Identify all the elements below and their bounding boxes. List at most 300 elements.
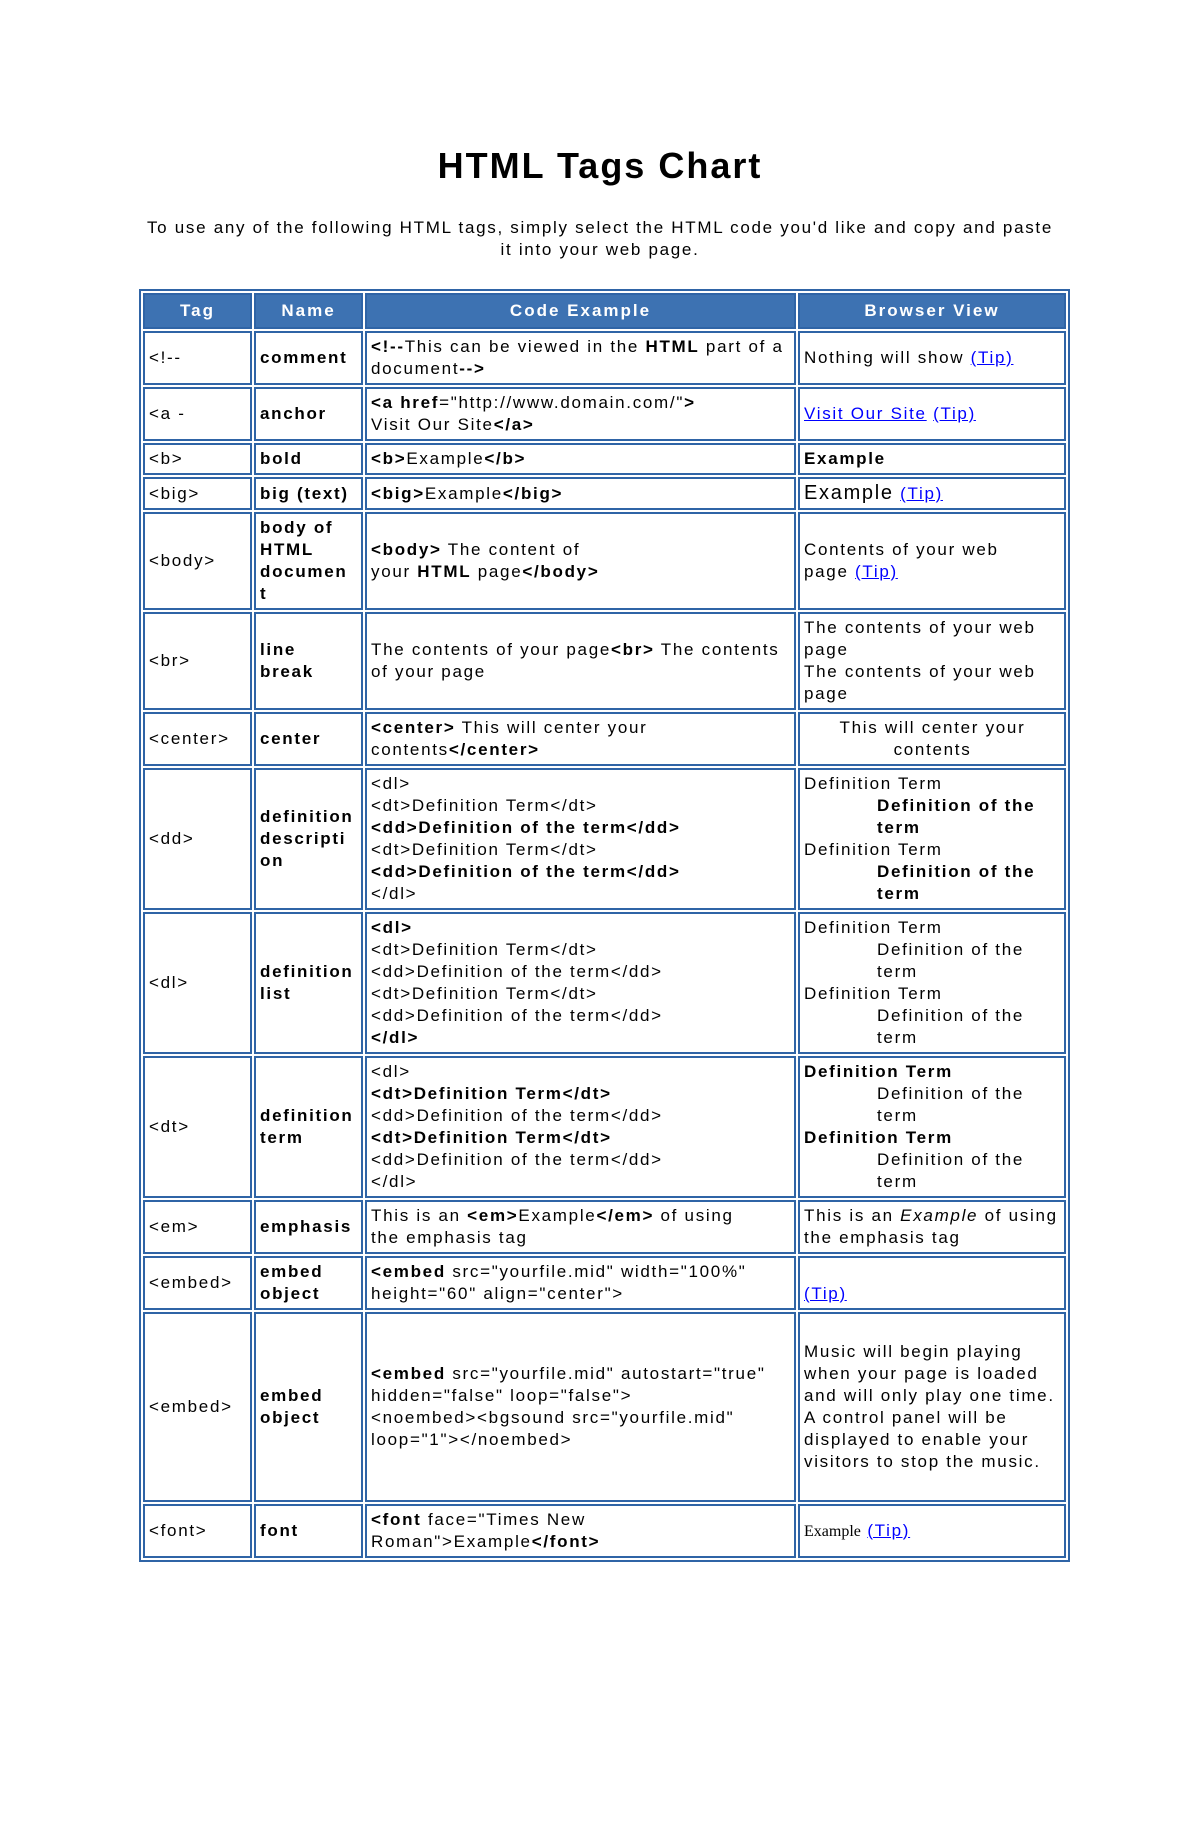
- text-run: This will center your: [455, 718, 648, 737]
- name-line: line: [260, 640, 297, 659]
- text-run: Roman">Example: [371, 1532, 532, 1551]
- text-line: [371, 336, 791, 358]
- definition-description-line: [804, 1005, 1061, 1027]
- table-row: [143, 912, 1066, 1054]
- tag-cell: [143, 512, 252, 610]
- text-run: <dt>Definition Term</dt>: [371, 840, 598, 859]
- definition-description-line: [804, 1105, 1061, 1127]
- text-run: <b>: [371, 449, 407, 468]
- text-run: term: [877, 1172, 918, 1191]
- tag-cell: [143, 612, 252, 710]
- text-run: </big>: [502, 483, 564, 503]
- browser-view-cell: [798, 443, 1066, 475]
- text-run: <embed: [371, 1364, 446, 1383]
- text-run: Definition Term: [804, 984, 943, 1003]
- text-run: -->: [459, 359, 486, 378]
- name-line: on: [260, 851, 285, 870]
- text-line: [371, 1261, 791, 1283]
- text-run: part of a: [699, 337, 784, 356]
- text-run: src="yourfile.mid" width="100%": [445, 1262, 747, 1281]
- tag-text: <!--: [149, 348, 182, 367]
- text-run: <dt>Definition Term</dt>: [371, 796, 598, 815]
- text-line: [371, 939, 791, 961]
- text-line: [804, 839, 1061, 861]
- table-row: [143, 768, 1066, 910]
- text-line: [371, 739, 791, 761]
- name-line: definition: [260, 807, 354, 826]
- text-run: The content of: [441, 540, 581, 559]
- definition-description-line: [804, 1149, 1061, 1171]
- name-cell: [254, 1256, 363, 1310]
- text-run: HTML: [417, 562, 472, 581]
- definition-description-line: [804, 861, 1061, 883]
- name-line: font: [260, 1521, 299, 1540]
- name-cell: [254, 387, 363, 441]
- text-run: <dd>Definition of the term</dd>: [371, 1006, 663, 1025]
- text-line: [804, 717, 1061, 739]
- text-run: the emphasis tag: [804, 1228, 961, 1247]
- text-run: Example: [518, 1206, 597, 1225]
- text-line: [371, 1027, 791, 1049]
- browser-view-cell: [798, 1256, 1066, 1310]
- text-line: [804, 1341, 1061, 1363]
- text-run: of using: [978, 1206, 1058, 1225]
- text-line: [371, 839, 791, 861]
- name-line: object: [260, 1408, 321, 1427]
- table-row: [143, 387, 1066, 441]
- text-run: page: [471, 562, 523, 581]
- text-line: [371, 795, 791, 817]
- text-run: HTML: [645, 337, 700, 356]
- text-run: Definition Term: [804, 1062, 953, 1081]
- text-line: [371, 817, 791, 839]
- text-run: Example: [804, 449, 886, 468]
- table-row: [143, 512, 1066, 610]
- name-cell: [254, 1200, 363, 1254]
- tag-cell: [143, 331, 252, 385]
- table-row: [143, 443, 1066, 475]
- text-run: </dl>: [371, 1172, 418, 1191]
- text-line: [804, 1451, 1061, 1473]
- text-line: [371, 483, 791, 505]
- text-run: </dl>: [371, 884, 418, 903]
- text-line: [804, 1205, 1061, 1227]
- text-line: [371, 1385, 791, 1407]
- text-run: <body>: [371, 540, 442, 559]
- text-run: A control panel will be: [804, 1408, 1008, 1427]
- text-line: [371, 392, 791, 414]
- text-run: >: [684, 393, 696, 412]
- text-run: <dd>Definition of the term</dd>: [371, 818, 681, 837]
- tip-link[interactable]: (Tip): [900, 484, 943, 503]
- tip-link[interactable]: (Tip): [933, 404, 976, 423]
- text-run: height="60" align="center">: [371, 1284, 624, 1303]
- code-example-cell: [365, 443, 796, 475]
- name-line: t: [260, 584, 268, 603]
- text-line: [371, 1509, 791, 1531]
- tag-text: <dd>: [149, 829, 195, 848]
- text-run: Definition Term: [804, 1128, 953, 1147]
- code-example-cell: [365, 512, 796, 610]
- text-run: This can be viewed in the: [404, 337, 646, 356]
- tip-link[interactable]: (Tip): [867, 1520, 911, 1540]
- tag-cell: [143, 768, 252, 910]
- name-line: HTML: [260, 540, 315, 559]
- column-header-code-example: Code Example: [365, 293, 796, 329]
- text-run: term: [877, 962, 918, 981]
- text-run: </b>: [484, 449, 527, 468]
- name-line: embed: [260, 1386, 324, 1405]
- text-run: src="yourfile.mid" autostart="true": [445, 1364, 766, 1383]
- text-run: contents: [893, 740, 972, 759]
- tag-text: <embed>: [149, 1273, 233, 1292]
- text-run: </center>: [448, 740, 540, 759]
- text-line: [804, 403, 1061, 425]
- text-run: Nothing will show: [804, 348, 971, 367]
- text-line: [804, 1127, 1061, 1149]
- table-row: [143, 477, 1066, 510]
- name-cell: [254, 1056, 363, 1198]
- visit-our-site-link[interactable]: Visit Our Site: [804, 404, 927, 423]
- text-run: term: [877, 884, 921, 903]
- text-line: [371, 917, 791, 939]
- text-line: [804, 1283, 1061, 1305]
- text-line: [371, 1061, 791, 1083]
- text-run: <dt>Definition Term</dt>: [371, 984, 598, 1003]
- text-run: <dd>Definition of the term</dd>: [371, 1106, 663, 1125]
- name-cell: [254, 512, 363, 610]
- tag-cell: [143, 1504, 252, 1558]
- name-line: break: [260, 662, 314, 681]
- definition-description-line: [804, 961, 1061, 983]
- tag-cell: [143, 712, 252, 766]
- text-run: </dl>: [371, 1028, 420, 1047]
- text-run: </em>: [596, 1206, 655, 1225]
- text-line: [804, 661, 1061, 683]
- text-run: Example: [804, 1522, 861, 1540]
- text-run: visitors to stop the music.: [804, 1452, 1041, 1471]
- text-run: <a href: [371, 393, 440, 412]
- text-run: document: [371, 359, 460, 378]
- text-run: displayed to enable your: [804, 1430, 1030, 1449]
- browser-view-cell: [798, 768, 1066, 910]
- text-run: This is an: [371, 1206, 468, 1225]
- text-line: [804, 1385, 1061, 1407]
- definition-description-line: [804, 939, 1061, 961]
- code-example-cell: [365, 331, 796, 385]
- text-line: [371, 661, 791, 683]
- text-run: <dd>Definition of the term</dd>: [371, 1150, 663, 1169]
- code-example-cell: [365, 1256, 796, 1310]
- definition-description-line: [804, 1171, 1061, 1193]
- name-cell: [254, 912, 363, 1054]
- browser-view-cell: [798, 1056, 1066, 1198]
- text-run: ="http://www.domain.com/": [439, 393, 685, 412]
- text-line: [804, 1227, 1061, 1249]
- definition-description-line: [804, 817, 1061, 839]
- text-line: [371, 414, 791, 436]
- text-line: [371, 1149, 791, 1171]
- tag-text: <em>: [149, 1217, 200, 1236]
- text-run: Definition of the: [877, 1150, 1025, 1169]
- text-run: term: [877, 1028, 918, 1047]
- text-line: [371, 1227, 791, 1249]
- name-cell: [254, 768, 363, 910]
- table-row: [143, 331, 1066, 385]
- text-line: [804, 482, 1061, 505]
- text-line: [371, 961, 791, 983]
- tag-text: <body>: [149, 551, 216, 570]
- text-line: [371, 1127, 791, 1149]
- text-run: The contents of your web: [804, 618, 1036, 637]
- name-line: documen: [260, 562, 348, 581]
- name-line: definition: [260, 962, 354, 981]
- text-run: <embed: [371, 1262, 446, 1281]
- tag-text: <b>: [149, 449, 184, 468]
- name-line: descripti: [260, 829, 347, 848]
- text-run: <dd>Definition of the term</dd>: [371, 962, 663, 981]
- text-run: </body>: [522, 562, 600, 581]
- text-line: [371, 1171, 791, 1193]
- tag-text: <embed>: [149, 1397, 233, 1416]
- code-example-cell: [365, 387, 796, 441]
- tag-text: <center>: [149, 729, 230, 748]
- name-line: comment: [260, 348, 348, 367]
- text-line: [804, 1261, 1061, 1283]
- text-run: <br>: [611, 640, 655, 659]
- name-line: bold: [260, 449, 303, 468]
- text-run: Visit Our Site: [371, 415, 494, 434]
- text-line: [804, 917, 1061, 939]
- text-line: [371, 1531, 791, 1553]
- text-run: The contents: [654, 640, 780, 659]
- text-line: [804, 1520, 1061, 1543]
- page-title: HTML Tags Chart: [437, 145, 763, 186]
- name-cell: [254, 443, 363, 475]
- table-row: [143, 712, 1066, 766]
- text-line: [804, 539, 1061, 561]
- name-line: list: [260, 984, 292, 1003]
- tag-cell: [143, 1312, 252, 1502]
- text-run: <dt>Definition Term</dt>: [371, 1084, 612, 1103]
- code-example-cell: [365, 1312, 796, 1502]
- tag-text: <font>: [149, 1521, 208, 1540]
- browser-view-cell: [798, 477, 1066, 510]
- text-run: Definition of the: [877, 796, 1036, 815]
- text-run: The contents of your web: [804, 662, 1036, 681]
- text-run: of using: [654, 1206, 734, 1225]
- intro-text: To use any of the following HTML tags, simply select the HTML code you'd like and copy and paste it into your web page.: [146, 218, 1053, 259]
- text-run: <em>: [467, 1206, 519, 1225]
- text-line: [371, 1429, 791, 1451]
- text-line: [371, 1205, 791, 1227]
- text-line: [804, 1407, 1061, 1429]
- text-run: The contents of your page: [371, 640, 612, 659]
- text-run: term: [877, 1106, 918, 1125]
- browser-view-cell: [798, 1504, 1066, 1558]
- text-line: [804, 773, 1061, 795]
- document-page: [0, 144, 1200, 1842]
- tag-text: <big>: [149, 483, 201, 503]
- name-cell: [254, 712, 363, 766]
- text-run: <center>: [371, 718, 456, 737]
- text-line: [804, 1363, 1061, 1385]
- table-row: [143, 1504, 1066, 1558]
- text-line: [371, 539, 791, 561]
- text-line: [804, 739, 1061, 761]
- name-line: emphasis: [260, 1217, 353, 1236]
- text-line: [371, 639, 791, 661]
- text-line: [804, 1061, 1061, 1083]
- text-run: your: [371, 562, 418, 581]
- tag-cell: [143, 477, 252, 510]
- tag-cell: [143, 1200, 252, 1254]
- browser-view-cell: [798, 331, 1066, 385]
- text-run: <dl>: [371, 1062, 411, 1081]
- table-row: [143, 1200, 1066, 1254]
- table-header-row: [143, 293, 1066, 329]
- text-run: page: [804, 562, 856, 581]
- text-run: <dl>: [371, 918, 413, 937]
- tip-link[interactable]: (Tip): [970, 348, 1014, 367]
- text-run: hidden="false" loop="false">: [371, 1386, 633, 1405]
- text-run: Definition of the: [877, 940, 1025, 959]
- text-line: [371, 1407, 791, 1429]
- text-run: </font>: [531, 1532, 601, 1551]
- text-line: [371, 1283, 791, 1305]
- name-line: definition: [260, 1106, 354, 1125]
- text-run: the emphasis tag: [371, 1228, 528, 1247]
- text-line: [804, 639, 1061, 661]
- code-example-cell: [365, 1056, 796, 1198]
- tip-link[interactable]: (Tip): [804, 1284, 847, 1303]
- text-run: <dt>Definition Term</dt>: [371, 1128, 612, 1147]
- name-line: center: [260, 729, 322, 748]
- text-run: of your page: [371, 662, 486, 681]
- text-run: This is an: [804, 1206, 901, 1225]
- name-line: object: [260, 1284, 321, 1303]
- text-run: </a>: [493, 415, 535, 434]
- name-cell: [254, 1504, 363, 1558]
- tag-cell: [143, 1056, 252, 1198]
- browser-view-cell: [798, 1200, 1066, 1254]
- table-row: [143, 1056, 1066, 1198]
- name-line: embed: [260, 1262, 324, 1281]
- code-example-cell: [365, 1200, 796, 1254]
- name-cell: [254, 612, 363, 710]
- column-header-tag: Tag: [143, 293, 252, 329]
- text-line: [804, 561, 1061, 583]
- tag-cell: [143, 912, 252, 1054]
- code-example-cell: [365, 712, 796, 766]
- text-run: Example: [406, 449, 485, 468]
- name-line: body of: [260, 518, 334, 537]
- text-run: <dl>: [371, 774, 411, 793]
- text-line: [371, 773, 791, 795]
- tag-text: <br>: [149, 651, 191, 670]
- text-run: Definition of the: [877, 862, 1036, 881]
- name-cell: [254, 331, 363, 385]
- text-run: This will center your: [839, 718, 1026, 737]
- name-line: big (text): [260, 483, 349, 503]
- text-run: face="Times New: [421, 1510, 586, 1529]
- name-cell: [254, 1312, 363, 1502]
- text-run: Example: [900, 1206, 979, 1225]
- tag-cell: [143, 387, 252, 441]
- text-run: Definition of the: [877, 1084, 1025, 1103]
- tag-text: <a -: [149, 404, 186, 423]
- table-row: [143, 612, 1066, 710]
- text-line: [371, 448, 791, 470]
- definition-description-line: [804, 795, 1061, 817]
- tag-text: <dl>: [149, 973, 189, 992]
- text-run: <font: [371, 1510, 422, 1529]
- text-run: <!--: [371, 337, 405, 356]
- code-example-cell: [365, 612, 796, 710]
- name-line: term: [260, 1128, 304, 1147]
- browser-view-cell: [798, 1312, 1066, 1502]
- text-line: [371, 1363, 791, 1385]
- tag-cell: [143, 1256, 252, 1310]
- text-run: and will only play one time.: [804, 1386, 1055, 1405]
- text-run: page: [804, 640, 849, 659]
- text-line: [371, 358, 791, 380]
- text-run: Music will begin playing: [804, 1342, 1023, 1361]
- text-line: [371, 861, 791, 883]
- text-line: [371, 561, 791, 583]
- text-line: [804, 983, 1061, 1005]
- text-run: Contents of your web: [804, 540, 999, 559]
- text-run: Example: [804, 482, 894, 504]
- text-run: page: [804, 684, 849, 703]
- text-run: when your page is loaded: [804, 1364, 1039, 1383]
- table-row: [143, 1312, 1066, 1502]
- name-line: anchor: [260, 404, 327, 423]
- text-line: [371, 883, 791, 905]
- table-row: [143, 1256, 1066, 1310]
- browser-view-cell: [798, 512, 1066, 610]
- browser-view-cell: [798, 612, 1066, 710]
- text-run: <noembed><bgsound src="yourfile.mid": [371, 1408, 735, 1427]
- column-header-browser-view: Browser View: [798, 293, 1066, 329]
- text-run: Example: [424, 483, 503, 503]
- code-example-cell: [365, 768, 796, 910]
- definition-description-line: [804, 1027, 1061, 1049]
- text-run: loop="1"></noembed>: [371, 1430, 573, 1449]
- text-line: [371, 983, 791, 1005]
- text-line: [371, 1105, 791, 1127]
- text-run: Definition Term: [804, 774, 943, 793]
- text-line: [371, 1083, 791, 1105]
- text-run: term: [877, 818, 921, 837]
- definition-description-line: [804, 883, 1061, 905]
- html-tags-table: [139, 289, 1070, 1562]
- text-run: Definition Term: [804, 840, 943, 859]
- text-line: [804, 347, 1061, 369]
- text-run: Definition Term: [804, 918, 943, 937]
- text-run: <big>: [371, 483, 425, 503]
- text-line: [371, 1005, 791, 1027]
- code-example-cell: [365, 912, 796, 1054]
- text-line: [804, 683, 1061, 705]
- tag-text: <dt>: [149, 1117, 190, 1136]
- text-run: contents: [371, 740, 449, 759]
- text-line: [371, 717, 791, 739]
- definition-description-line: [804, 1083, 1061, 1105]
- tip-link[interactable]: (Tip): [855, 562, 898, 581]
- code-example-cell: [365, 1504, 796, 1558]
- text-line: [804, 1429, 1061, 1451]
